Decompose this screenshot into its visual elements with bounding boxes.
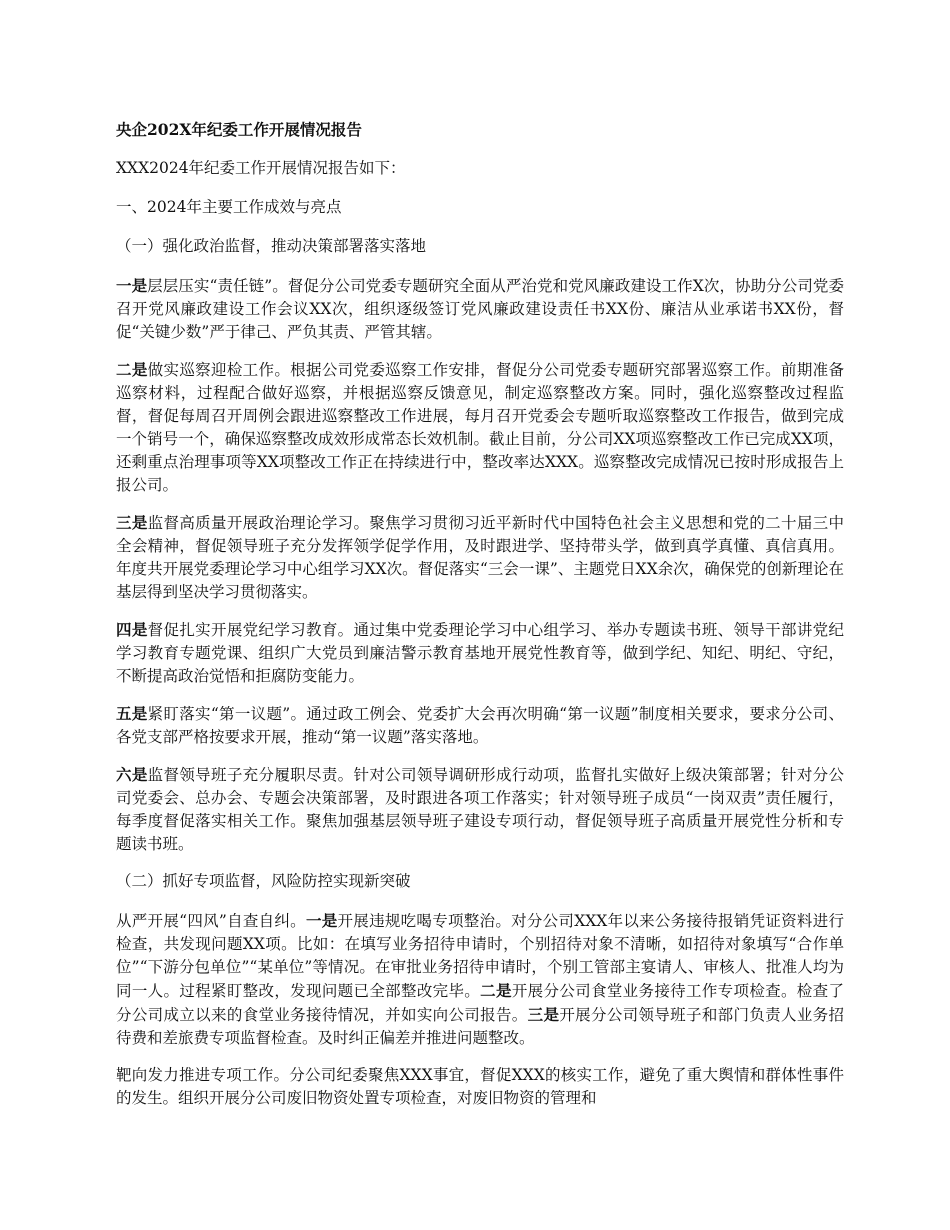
paragraph-3 — [116, 511, 844, 604]
paragraph-2-text: 做实巡察迎检工作。根据公司党委巡察工作安排，督促分公司党委专题研究部署巡察工作。前期准备巡察材料，过程配合做好巡察，并根据巡察反馈意见，制定巡察整改方案。同时，强化巡察整改过程监督，督促每周召开周例会跟进巡察整改工作进展，每月召开党委会专题听取巡察整改工作报告，做到完成一个销号一个，确保巡察整改成效形成常态长效机制。截止目前，分公司XX项巡察整改工作已完成XX项，还剩重点治理事项等XX项整改工作正在持续进行中，整改率达XXX。巡察整改完成情况已按时形成报告上报公司。 — [116, 361, 844, 494]
paragraph-3-keyword: 三是 — [116, 513, 148, 532]
paragraph-6-text: 监督领导班子充分履职尽责。针对公司领导调研形成行动项，监督扎实做好上级决策部署；针对分公司党委会、总办会、专题会决策部署，及时跟进各项工作落实；针对领导班子成员“一岗双责”责任履行，每季度督促落实相关工作。聚焦加强基层领导班子建设专项行动，督促领导班子高质量开展党性分析和专题读书班。 — [116, 766, 844, 853]
paragraph-4-keyword: 四是 — [116, 620, 148, 639]
subsection-heading-1: （一）强化政治监督，推动决策部署落实落地 — [116, 237, 427, 255]
paragraph-2 — [116, 358, 844, 497]
paragraph-1-text: 层层压实“责任链”。督促分公司党委专题研究全面从严治党和党风廉政建设工作X次，协助分公司党委召开党风廉政建设工作会议XX次，组织逐级签订党风廉政建设责任书XX份、廉洁从业承诺书XX份，督促“关键少数”严于律己、严负其责、严管其辖。 — [116, 277, 844, 341]
paragraph-5-text: 紧盯落实“第一议题”。通过政工例会、党委扩大会再次明确“第一议题”制度相关要求，要求分公司、各党支部严格按要求开展，推动“第一议题”落实落地。 — [116, 705, 844, 746]
paragraph-5-keyword: 五是 — [116, 704, 148, 723]
paragraph-7-keyword-1: 一是 — [305, 911, 338, 930]
paragraph-8 — [116, 1064, 844, 1110]
paragraph-7-lead: 从严开展“四风”自查自纠。 — [116, 912, 306, 930]
document-page — [116, 118, 844, 1124]
section-heading-1: 一、2024年主要工作成效与亮点 — [116, 198, 342, 216]
document-title: 央企202X年纪委工作开展情况报告 — [116, 120, 362, 139]
paragraph-7-text-3: 开展分公司领导班子和部门负责人业务招待费和差旅费专项监督检查。及时纠正偏差并推进问题整改。 — [116, 1006, 844, 1047]
paragraph-4-text: 督促扎实开展党纪学习教育。通过集中党委理论学习中心组学习、举办专题读书班、领导干部讲党纪学习教育专题党课、组织广大党员到廉洁警示教育基地开展党性教育等，做到学纪、知纪、明纪、守纪，不断提高政治觉悟和拒腐防变能力。 — [116, 621, 844, 685]
paragraph-4 — [116, 618, 844, 688]
paragraph-5 — [116, 702, 844, 749]
paragraph-1-keyword: 一是 — [116, 276, 148, 295]
paragraph-1 — [116, 274, 844, 344]
paragraph-7 — [116, 909, 844, 1050]
paragraph-7-text-1: 开展违规吃喝专项整治。对分公司XXX年以来公务接待报销凭证资料进行检查，共发现问题XX项。比如：在填写业务招待申请时，个别招待对象不清晰，如招待对象填写“合作单位”“下游分包单位”“某单位”等情况。在审批业务招待申请时，个别工管部主宴请人、审核人、批准人均为同一人。过程紧盯整改，发现问题已全部整改完毕。 — [116, 912, 844, 1000]
paragraph-7-keyword-2: 二是 — [480, 981, 512, 1000]
paragraph-3-text: 监督高质量开展政治理论学习。聚焦学习贯彻习近平新时代中国特色社会主义思想和党的二十届三中全会精神，督促领导班子充分发挥领学促学作用，及时跟进学、坚持带头学，做到真学真懂、真信真用。年度共开展党委理论学习中心组学习XX次。督促落实“三会一课”、主题党日XX余次，确保党的创新理论在基层得到坚决学习贯彻落实。 — [116, 514, 844, 601]
subsection-heading-2: （二）抓好专项监督，风险防控实现新突破 — [116, 872, 411, 890]
paragraph-2-keyword: 二是 — [116, 360, 148, 379]
paragraph-7-keyword-3: 三是 — [527, 1005, 560, 1024]
intro-paragraph: XXX2024年纪委工作开展情况报告如下： — [116, 159, 406, 177]
paragraph-6 — [116, 763, 844, 856]
paragraph-6-keyword: 六是 — [116, 765, 148, 784]
paragraph-8-text: 靶向发力推进专项工作。分公司纪委聚焦XXX事宜，督促XXX的核实工作，避免了重大舆情和群体性事件的发生。组织开展分公司废旧物资处置专项检查，对废旧物资的管理和 — [116, 1066, 844, 1107]
paragraph-7-text-2: 开展分公司食堂业务接待工作专项检查。检查了分公司成立以来的食堂业务接待情况，并如实向公司报告。 — [116, 982, 844, 1024]
